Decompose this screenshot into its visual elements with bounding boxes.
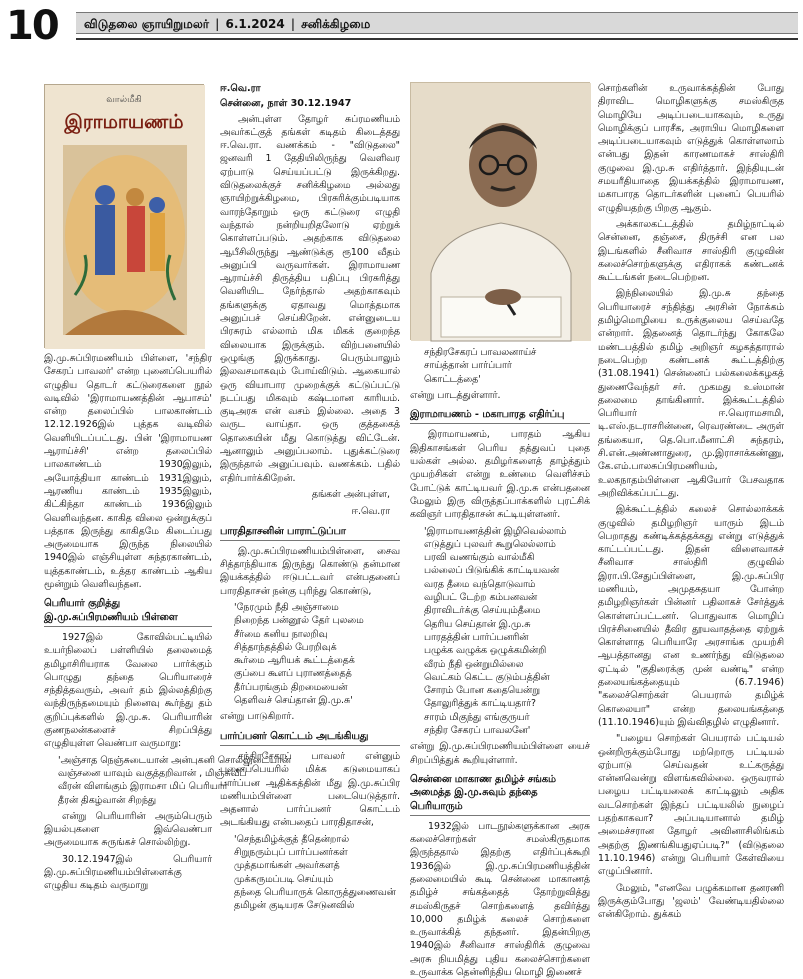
article-column-3 [410, 346, 590, 979]
verse-line: தீர்ப்பரங்கும் திறமையைன் [234, 681, 348, 693]
page-header [6, 4, 798, 50]
section-heading: பாரதிதாசனின் பாராட்டுப்பா [220, 525, 400, 541]
verse-line: குப்பை கூளப் புராணத்தைத் [234, 668, 352, 680]
verse-line: 'செந்தமிழ்க்குத் தீதென்றால் [234, 833, 349, 845]
paragraph: அக்காலகட்டத்தில் தமிழ்நாட்டில் சென்னை, தஞ்சை, திருச்சி என பல இடங்களில் சீனிவாச சாஸ்திரி குழுவின் கலைச்சொற்களுக்கு எதிராகக் கண்டனக் கூட்டங்கள் நடைபெற்றன. [598, 218, 784, 284]
paragraph: சந்திரசேகரப் பாவலர் என்னும் புனைப்பெயரில் மிக்க கடுமையாகப் பார்ப்பன ஆதிக்கத்தின் மீது இ.மு.சுப்பிர மணியம்பிள்ளை படையெடுத்தார். அதனால் பார்ப்பனர் கொட்டம் அடங்கியது என்பதைப் பாரதிதாசன், [220, 750, 400, 829]
verse-line: பல்லைப் பிடுங்கிக் காட்டியவன் [424, 565, 560, 577]
verse-line: வழிபட் டேற்ற கம்பனவன் [424, 592, 538, 604]
book-author: வால்மீகி [106, 95, 142, 105]
letter-sender: ஈ.வெ.ரா [220, 83, 261, 94]
verse-block [220, 601, 400, 707]
verse-line: சோரம் போன கதையென்று [424, 685, 540, 697]
paragraph: 1932இல் பாடநூல்களுக்கான அரசு கலைச்சொற்கள் சமஸ்கிருதமாக இருந்ததால் இதற்கு எதிர்ப்புக்கூறி 1936இல் இ.மு.சுப்பிரமணியத்தின் தலைமையில் கூடி சென்னை மாகாணத் தமிழ்ச் சங்கத்தைத் தோற்றுவித்து சமஸ்கிருதச் சொற்களைத் தவிர்த்து 10,000 தமிழ்க் கலைச் சொற்களை உருவாக்கித் தந்தனர். இதன்பிறகு 1940இல் சீனிவாச சாஸ்திரிக் குழுவை அரசு நியமித்து புதிய கலைச்சொற்களை உருவாக்க தென்னிந்திய மொழி இணைச் [410, 820, 590, 979]
verse-line: வெட்கம் கெட்ட குடும்பத்தின் [424, 671, 550, 683]
issue-date: 6.1.2024 [225, 17, 285, 31]
verse-block [410, 346, 590, 386]
verse-line: 'அஞ்சாத நெஞ்சுடையான் அன்புகனி சொல்லுடையான் [58, 754, 291, 766]
issue-day: சனிக்கிழமை [301, 17, 371, 31]
paragraph: என்று பாடத்துள்ளார். [410, 389, 501, 401]
verse-line: சிறுநரும்புப் பார்ப்பனர்கள் [234, 847, 348, 859]
article-column-4 [598, 82, 784, 942]
header-separator: | [290, 17, 296, 31]
paragraph: என்று பாடுகிறார். [220, 711, 295, 723]
paragraph: இ.மு.சுப்பிரமணியம் பிள்ளை, 'சந்திர சேகரப் பாவலர்' என்ற புனைப்பெயரில் எழுதிய தொடர் கட்டுரைகளை நூல் வடிவில் 'இராமாயணத்தின் ஆபாசம்' என்ற தலைப்பில் பாலகாண்டம் 12.12.1926இல் புத்தக வடிவில் வெளியிடப்பட்டது. பின் 'இராமாயண ஆராய்ச்சி' என்ற தலைப்பில் பாலகாண்டம் 1930இலும், அயோத்தியா காண்டம் 1931இலும், ஆரணிய காண்டம் 1935இலும், கிட்கிந்தா காண்டம் 1936இலும் வெளிவந்தன. காகித விலை ஒன்றுக்குப் பத்தாக இருந்து காகிதமே கிடைப்பது அருமையாக இருந்த நிலையில் 1940இல் எஞ்சியுள்ள சுந்தரகாண்டம், யுத்தகாண்டம், உத்தர காண்டம் ஆகிய மூன்றும் வெளிவந்தன. [44, 353, 212, 591]
paragraph: இந்நிலையில் இ.மு.சு தந்தை பெரியாரைச் சந்தித்து அரசின் நோக்கம் தமிழ்மொழியை உருக்குலைய செய்வதே என்றார். இதனைத் தொடர்ந்து கோகலே மண்டபத்தில் தமிழ் அறிஞர் கழகத்தாரால் நடைபெற்ற கண்டனக் கூட்டத்திற்கு (31.08.1941) சென்னைப் பல்கலைக்கழகத் துணைவேந்தர் சர். முகமது உஸ்மான் தலைமை தாங்கினார். இக்கூட்டத்தில் பெரியார் ஈ.வெராமசாமி, டி.எஸ்.நடராசரின்னை, ரெவரண்டை அருள் தங்கையா, தெ.பொ.மீனாட்சி சுந்தரம், சி.என்.அண்ணாதுரை, மு.இராசாக்கண்ணு, கே.எம்.பாலசுப்பிரமணியம், உலகநாதம்பிள்ளை ஆகியோர் பேசவதாக அறிவிக்கப்பட்டது. [598, 288, 784, 499]
newspaper-name: விடுதலை ஞாயிறுமலர் [84, 17, 210, 31]
paragraph: இ.மு.சுப்பிரமணியம்பிள்ளை, சைவ சித்தாந்தியாக இருந்து கொண்டு தன்மான இயக்கத்தில் ஈடுபட்டவர் என்பதனைப் பாரதிதாசன் நன்கு புரிந்து கொண்டு, [220, 545, 400, 597]
verse-line: முக்கருமப்படி செய்யும் [234, 873, 334, 885]
paragraph: என்று பெரியாரின் அரும்பெரும் இயல்புகளை இவ்வெண்பா அருமையாக சுருங்கச் சொல்லிற்று. [44, 810, 212, 849]
verse-line: வரத தீமை வந்தொடுவாம் [424, 578, 536, 590]
verse-line: பழுக்க வழுக்க ஒழுக்கமின்றி [424, 645, 547, 657]
verse-line: பாரதத்தின் பார்ப்பனரின் [424, 631, 529, 643]
verse-block [220, 833, 400, 913]
verse-line: கொட்டத்தை' [424, 373, 481, 385]
verse-line: திராவிடர்க்கு செய்யும்தீமை [424, 605, 541, 617]
verse-line: வீரம் நீதி ஒன்றுமில்லை [424, 658, 524, 670]
verse-line: சந்திர சேகரப் பாவலனே' [424, 725, 531, 737]
verse-line: தீரன் திகழ்வான் சிறந்து [58, 794, 157, 806]
section-heading: இராமாயணம் - மகாபாரத எதிர்ப்பு [410, 408, 590, 424]
verse-line: தோலுரித்துக் காட்டியதார்? [424, 698, 537, 710]
verse-block [410, 525, 590, 738]
section-heading: பெரியார் குறித்து இ.மு.சுப்பிரமணியம் பிள்ளை [44, 597, 212, 627]
verse-line: முத்தமாங்கள் அவர்களத் [234, 860, 340, 872]
verse-line: சாரம் மிகுந்து எங்குருயர் [424, 711, 530, 723]
paragraph: 30.12.1947இல் பெரியார் இ.மு.சுப்பிரமணியம்பிள்ளைக்கு எழுதிய கடிதம் வருமாறு [44, 853, 212, 892]
portrait-photo [410, 82, 590, 340]
portrait-illustration [411, 83, 591, 341]
verse-line: சாய்த்தான் பார்ப்பார் [424, 360, 512, 372]
letter-signature: ஈ.வெ.ரா [351, 506, 390, 518]
verse-line: நிறைந்த பன்னூல் தேர் புலமை [234, 615, 364, 627]
header-separator: | [215, 17, 220, 31]
section-heading: பார்ப்பனர் கொட்டம் அடங்கியது [220, 730, 400, 746]
article-column-2 [220, 82, 400, 942]
book-title: இராமாயணம் [64, 111, 184, 133]
verse-line: 'இராமாயணத்தின் இழிவெல்லாம் [424, 525, 567, 537]
verse-line: எடுத்துப் புலவர் கூறுலெல்லாம் [424, 538, 556, 550]
header-rule [76, 38, 798, 40]
verse-line: தந்தை பெரியாருக் கொருத்துணைவன் [234, 886, 396, 898]
header-bar [76, 12, 798, 34]
verse-line: பரவி வணங்கும் வால்மீகி [424, 552, 535, 564]
paragraph: இராமாயணம், பாரதம் ஆகிய இதிகாசங்கள் பெரிய தத்துவப் புதை யல்கள் அல்ல. தமிழர்களைத் தாழ்த்தும் முயற்சிகள் என்று உண்மை வெளிச்சம் போட்டுக் காட்டியவர் இ.மு.சு என்பதனை மேலும் இரு விருத்தப்பாக்களில் புரட்சிக் கவிஞர் பாரதிதாசன் சுட்டியுள்ளனர். [410, 429, 590, 521]
verse-line: சந்திரசேகரப் பாவலனாய்ச் [424, 347, 537, 358]
verse-line: தமிழன் குடியரசு சேடுனவில் [234, 900, 355, 912]
verse-line: தெளிவச் செய்தான் இ.மு.சு' [234, 695, 353, 707]
paragraph: "பழைய சொற்கள் பெயரால் பட்டியல் ஒன்றிருக்கும்போது மற்றொரு பட்டியல் ஏற்பாடு செய்வதன் உட்கருத்து என்னவென்று விளங்கவில்லை. ஒருவரால் பழைய பட்டியலைக் காட்டிலும் அதிக வடசொற்கள் இந்தப் பட்டியலில் நுழைப் பதற்காகவா? அப்படியானால் தமிழ் அமைச்சரான தோழர் அவினாசிலிங்கம் அதற்கு இணங்கியதுஏப்படி?" (விடுதலை 11.10.1946) என்று பெரியார் கேள்வியை எழுப்பினார். [598, 733, 784, 878]
letter-place-date: சென்னை, நாள் 30.12.1947 [220, 98, 352, 110]
paragraph: 1927இல் கோவில்பட்டியில் உயர்நிலைப் பள்ளியில் தலைமைத் தமிழாசிரியராக வேலை பார்க்கும் பொழுது தந்தை பெரியாரைச் சந்தித்தவரும், அவர் தம் இல்லத்திற்கு வந்திருந்தமையும் நினைவு கூர்ந்து தம் குறிப்புக்களில் இ.மு.சு. பெரியாரின் குணநலன்களைச் சிறப்பித்து எழுதியுள்ள வெண்பா வருமாறு: [44, 631, 212, 750]
verse-line: சித்தாந்தத்தில் பேரறிவுக் [234, 641, 337, 653]
ramayanam-book-cover [44, 84, 204, 348]
verse-block [44, 754, 291, 807]
paragraph: இக்கூட்டத்தில் கலைச் சொல்லாக்கக் குழுவில் தமிழறிஞர் யாரும் இடம் பெறாதது கண்டிக்கத்தக்கது என்று எடுத்துக் காட்டப்பட்டது. இதன் விளைவாகச் சீனிவாச சாஸ்திரி குழுவில் இரா.பி.சேதுப்பிள்ளை, இ.மு.சுப்பிர மணியம், அமுதசுதயா போன்ற தமிழறிஞர்கள் பின்னர் பதிலாகச் சேர்த்துக் கொள்ளப்பட்டனர். பொதுவாக மொழிப் பிரச்சினையில் தீவிர தூயவாதத்தை ஏற்றுக் கொள்ளாத பெரியாரே அரசாங்க முயற்சி ஆபத்தானது என உணர்ந்து விடுதலை ஏட்டில் "குதிரைக்கு முன் வண்டி" என்ற தலையங்கத்தையும் (6.7.1946) "கலைச்சொற்கள் பெயரால் தமிழ்க் கொலையா" என்ற தலையங்கத்தை (11.10.1946)யும் இவ்விதழில் எழுதினார். [598, 504, 784, 728]
letter-closing: தங்கள் அன்புள்ள, [311, 488, 390, 500]
paragraph: மேலும், "எனவே பழுக்கமான தனரணி இருக்கும்போது 'ஜலம்' வேண்டியதில்லை என்கிறோம். துக்கம் [598, 882, 784, 921]
verse-line: வஞ்சனை யாவும் வகுத்தறிவான் , மிஞ்சுவீப் [58, 767, 247, 779]
verse-line: 'நேரமும் நீதி அஞ்சாமை [234, 601, 339, 613]
verse-line: தெரிய செய்தான் இ.மு.சு [424, 618, 531, 630]
page-number: 10 [6, 3, 58, 49]
verse-line: கூர்மை ஆரியக் கூட்டத்தைக் [234, 655, 355, 667]
letter-body: அன்புள்ள தோழர் சுப்ரமணியம் அவர்கட்குத் தங்கள் கடிதம் கிடைத்தது ஈ.வெ.ரா. வணக்கம் - "விடுதலை" ஜனவரி 1 தேதியிலிருந்து வெளிவர ஏற்பாடு செய்யப்பட்டு இருக்கிறது. விடுதலைக்குச் சனிக்கிழமை அல்லது ஞாயிற்றுக்கிழமை, பிரசுரிக்கும்படியாக வாரந்தோறும் ஒரு கட்டுரை எழுதி வந்தால் நன்றியறிதலோடு ஏற்றுக் கொள்ளப்படும். அதற்காக விடுதலை ஆபீசிலிருந்து ஆண்டுக்கு ரூ100 வீதம் அனுப்பி வருவார்கள். இராமாயண ஆராய்ச்சி திருத்திய பதிப்பு பிரசுரித்து வெளியிட நேர்ந்தால் அதற்காகவும் தங்களுக்கு ஏதாவது மொத்தமாக அனுப்பச் செய்கிறேன். என்னுடைய பிரசுரம் எல்லாம் மிக மிகக் குறைந்த விலையாக இருக்கும். விற்பனையில் ஒழுங்கு இருக்காது. பெரும்பாலும் இலவசமாகவும் போய்விடும். ஆகையால் ஒரு வியாபார முறைக்குக் கட்டுப்பட்டு நடப்பது மிகவும் கஷ்டமான காரியம். குடிஅரசு என் வசம் இல்லை. அதை 3 வருட வாய்தா. ஒரு குத்தகைத் தொகையின் மீது கொடுத்து விட்டேன். ஆனாலும் அனுப்பலாம். புதுக்கட்டுரை இருந்தால் அனுப்பவும். வணக்கம். பதில் எதிர்பார்க்கிறேன். [220, 113, 400, 484]
verse-line: வீரன் விளங்கும் இராமசா மிப் பெரியார் [58, 781, 228, 793]
section-heading: சென்னை மாகாண தமிழ்ச் சங்கம் அமைத்த இ.மு.சுவும் தந்தை பெரியாரும் [410, 773, 590, 816]
paragraph: சொற்களின் உருவாக்கத்தின் போது திராவிட மொழிகளுக்கு சமஸ்கிருத மொழியே அடிப்படையாகவும், உருது மொழிக்குப் பாரசீக, அராபிய மொழிகளை அடிப்படையாகவும் எடுத்துக் கொள்ளலாம் என்பது இதன் காரணமாகச் சாஸ்திரி குழுவை இ.மு.சு எதிர்த்தார். இந்தியுடன் சமயரீதியாதை இயக்கத்தில் இராமாயண, மகாபாரத தொடர்களின் புனைப் பெயரில் எழுதியதற்கு பிறகு ஆகும். [598, 83, 784, 214]
paragraph: என்று இ.மு.சுப்பிரமணியம்பிள்ளை யைச் சிறப்பித்துக் கூறியுள்ளார். [410, 741, 590, 766]
verse-line: சீர்மை கனிய நாலறிவு [234, 628, 328, 640]
